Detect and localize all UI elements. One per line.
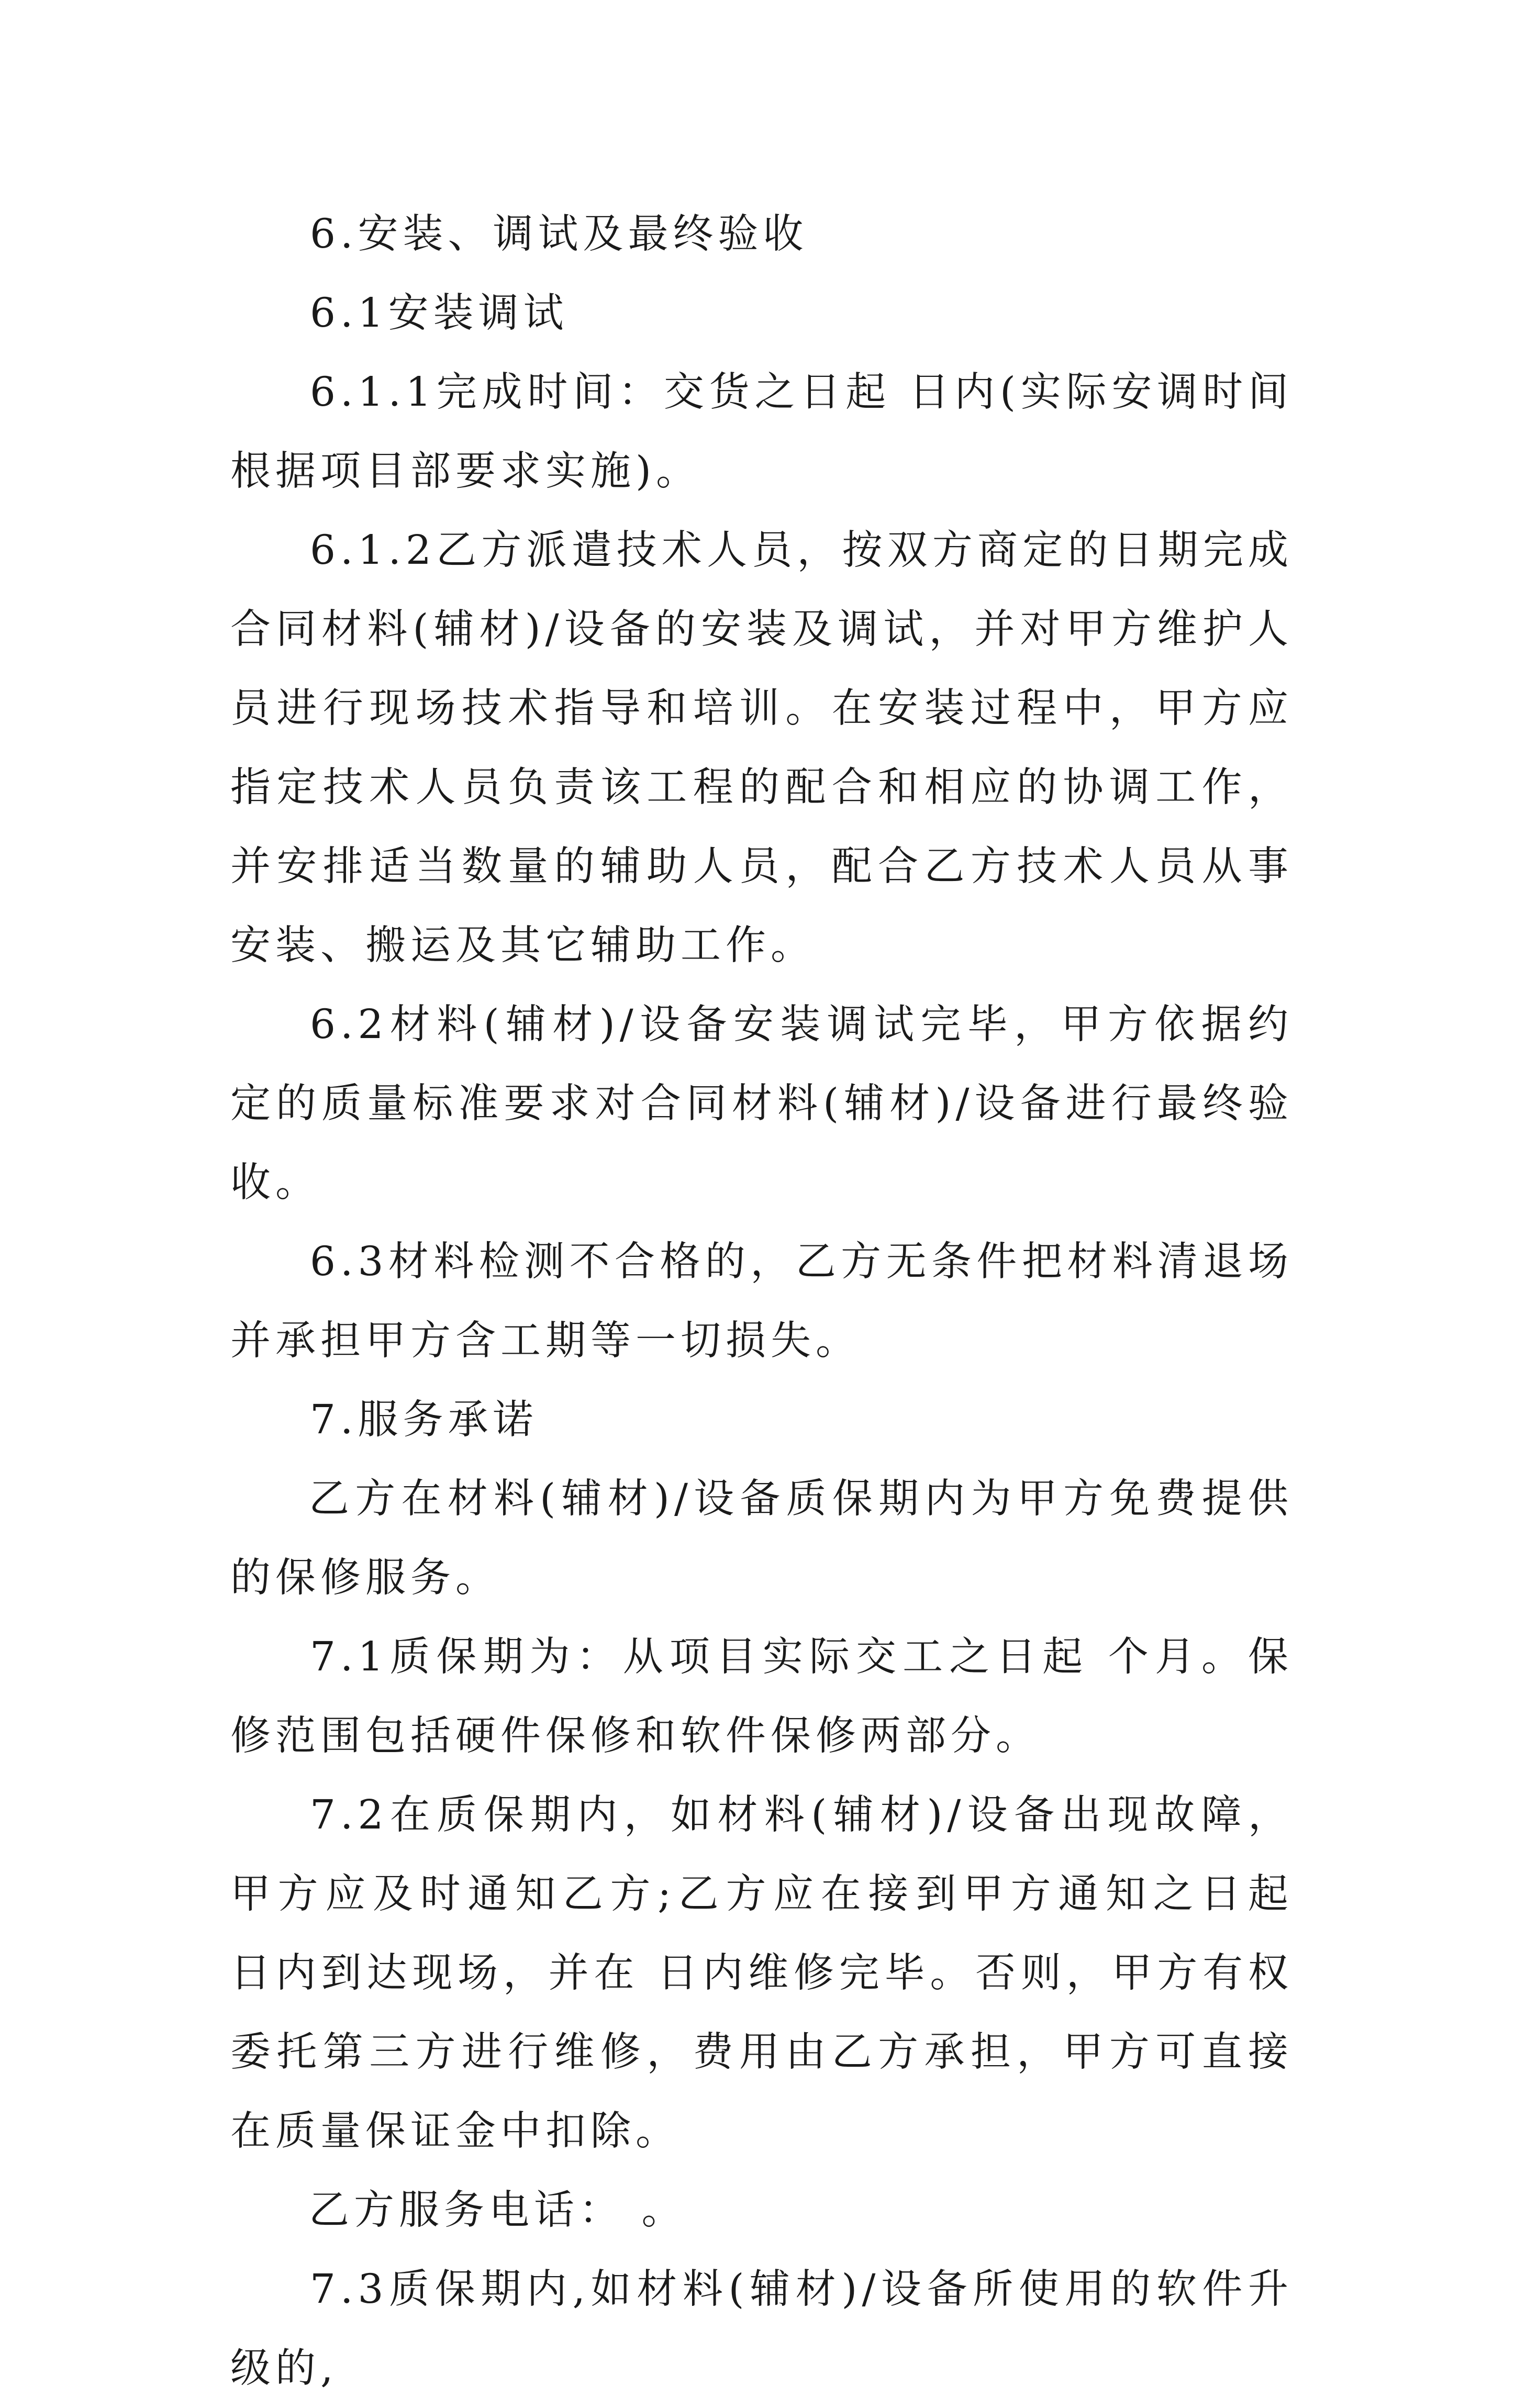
section-heading-6: 6.安装、调试及最终验收: [310, 211, 808, 258]
service-intro: 乙方在材料(辅材)/设备质保期内为甲方免费提供的保修服务。: [230, 1476, 1293, 1601]
clause-6-1-1: 6.1.1完成时间：交货之日起 日内(实际安调时间根据项目部要求实施)。: [230, 369, 1293, 495]
clause-6-2: 6.2材料(辅材)/设备安装调试完毕，甲方依据约定的质量标准要求对合同材料(辅材)/设备进行最终验收。: [230, 1001, 1293, 1206]
section-heading-7: 7.服务承诺: [310, 1397, 538, 1443]
clause-7-1: 7.1质保期为：从项目实际交工之日起 个月。保修范围包括硬件保修和软件保修两部分。: [230, 1634, 1293, 1759]
clause-7-2: 7.2在质保期内，如材料(辅材)/设备出现故障，甲方应及时通知乙方;乙方应在接到甲方通知之日起 日内到达现场，并在 日内维修完毕。否则，甲方有权委托第三方进行维修，费用由乙方承担，甲方可直接在质量保证金中扣除。: [230, 1792, 1293, 2155]
clause-7-3: 7.3质保期内,如材料(辅材)/设备所使用的软件升级的,: [230, 2266, 1293, 2392]
service-phone: 乙方服务电话： 。: [309, 2187, 687, 2234]
clause-6-3: 6.3材料检测不合格的，乙方无条件把材料清退场并承担甲方含工期等一切损失。: [230, 1239, 1293, 1364]
clause-6-1-2: 6.1.2乙方派遣技术人员，按双方商定的日期完成合同材料(辅材)/设备的安装及调试，并对甲方维护人员进行现场技术指导和培训。在安装过程中，甲方应指定技术人员负责该工程的配合和相应的协调工作，并安排适当数量的辅助人员，配合乙方技术人员从事安装、搬运及其它辅助工作。: [230, 527, 1293, 969]
document-body: [230, 195, 1293, 2408]
subsection-heading-6-1: 6.1安装调试: [310, 290, 569, 337]
